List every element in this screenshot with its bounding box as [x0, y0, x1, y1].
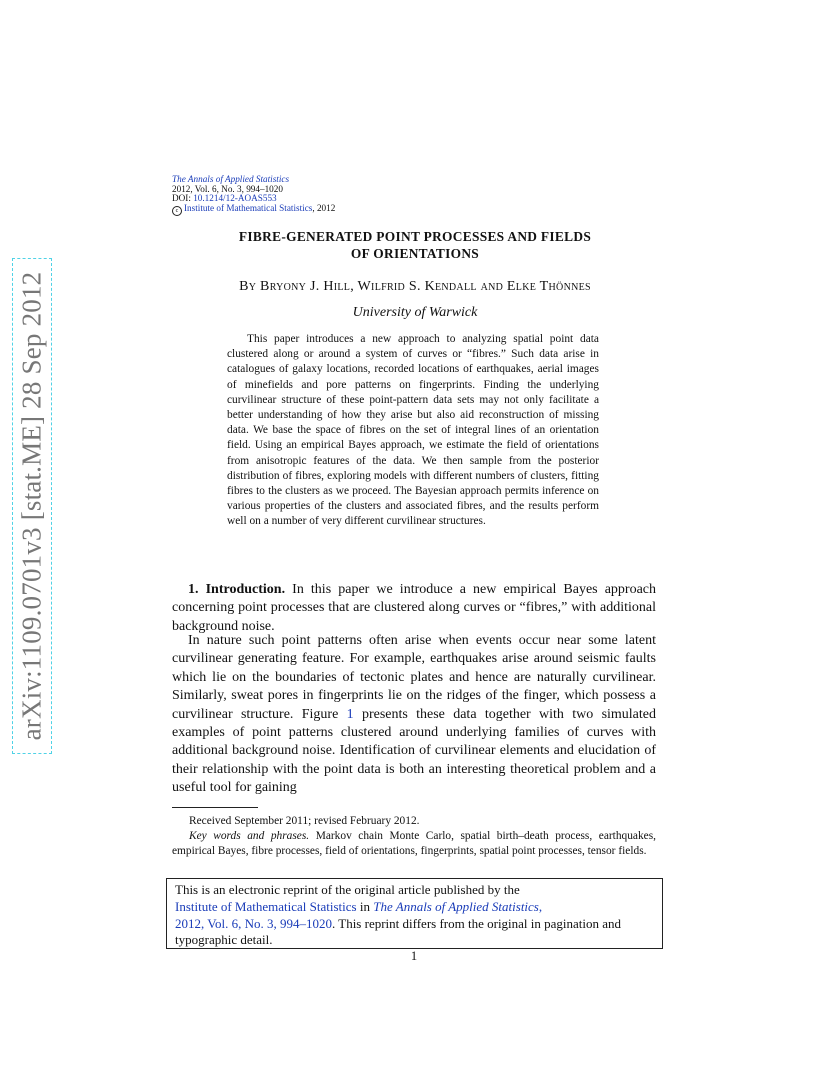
received-note: Received September 2011; revised February 2012.: [189, 815, 420, 827]
copyright-icon: c: [172, 206, 182, 216]
figure-ref-link[interactable]: 1: [346, 706, 354, 722]
reprint-volume-link[interactable]: 2012, Vol. 6, No. 3, 994–1020: [175, 915, 332, 931]
keywords-note: [172, 829, 656, 859]
introduction-paragraph-1: [172, 581, 656, 636]
introduction-paragraph-2: [172, 632, 656, 798]
copyright-year: , 2012: [312, 202, 336, 213]
journal-info: [172, 175, 335, 216]
journal-name-link[interactable]: The Annals of Applied Statistics: [172, 174, 290, 184]
doi-link[interactable]: 10.1214/12-AOAS553: [193, 193, 277, 204]
keywords-label: Key words and phrases.: [189, 830, 310, 843]
footnotes: [172, 814, 656, 860]
intro-text: In this paper we introduce a new empirical Bayes approach concerning point processes that are clustered along curves or “fibres,” with additional background noise.: [172, 582, 657, 634]
doi-label: DOI:: [172, 193, 191, 204]
journal-copyright: [172, 204, 335, 216]
reprint-intro: This is an electronic reprint of the original article published by the: [175, 882, 520, 897]
section-heading: 1. Introduction.: [188, 582, 286, 597]
paper-title: [172, 229, 658, 262]
reprint-journal-link[interactable]: The Annals of Applied Statistics: [373, 898, 539, 914]
affiliation: University of Warwick: [352, 305, 478, 320]
reprint-institute-link[interactable]: Institute of Mathematical Statistics: [175, 898, 357, 914]
para2-text-a: In nature such point patterns often arise when events occur near some latent curvilinear generating feature. For example, earthquakes arise around seismic faults which lie on the boundaries of tectonic plates and hence are naturally curvilinear. Similarly, sweat pores in fingerprints lie on the ridges of the finger, which possess a curvilinear structure. Figure: [172, 633, 656, 722]
reprint-in: in: [356, 898, 374, 914]
page-number: 1: [410, 949, 418, 963]
arxiv-stamp: [12, 258, 52, 754]
para2-text-b: presents these data together with two simulated examples of point patterns clustered around underlying families of curves with additional background noise. Identification of curvilinear elements and elucidation of their relationship with the point data is both an interesting theoretical problem and a useful tool for gaining: [172, 706, 656, 796]
reprint-comma: ,: [538, 898, 543, 914]
reprint-rest: . This reprint differs from the original in pagination and typographic detail.: [175, 915, 622, 948]
abstract: This paper introduces a new approach to analyzing spatial point data clustered along or around a system of curves or “fibres.” Such data arise in catalogues of galaxy locations, recorded locations of earthquakes, aerial images of minefields and pore patterns on fingerprints. Finding the underlying curvilinear structure of these point-pattern data sets may not only facilitate a better understanding of how they arise but also aid reconstruction of missing data. We base the space of fibres on the set of integral lines of an orientation field. Using an empirical Bayes approach, we estimate the field of orientations from anisotropic features of the data. We then sample from the posterior distribution of fibres, exploring models with different numbers of clusters, fitting fibres to the clusters as we proceed. The Bayesian approach permits inference on various properties of the clusters and associated fibres, and the results perform well on a number of very different curvilinear structures.: [227, 333, 599, 528]
keywords-text: Markov chain Monte Carlo, spatial birth–death process, earthquakes, empirical Bayes, fibre processes, field of orientations, fingerprints, spatial point processes, tensor fields.: [172, 830, 656, 858]
arxiv-identifier: arXiv:1109.0701v3 [stat.ME] 28 Sep 2012: [16, 271, 47, 741]
reprint-notice: [166, 878, 663, 949]
footnote-divider: [172, 807, 258, 808]
title-line-1: FIBRE-GENERATED POINT PROCESSES AND FIELDS: [238, 229, 592, 244]
journal-volume: 2012, Vol. 6, No. 3, 994–1020: [172, 183, 283, 194]
title-line-2: OF ORIENTATIONS: [350, 245, 480, 261]
authors: By Bryony J. Hill, Wilfrid S. Kendall and Elke Thönnes: [239, 279, 591, 294]
institute-link[interactable]: Institute of Mathematical Statistics: [184, 202, 313, 213]
